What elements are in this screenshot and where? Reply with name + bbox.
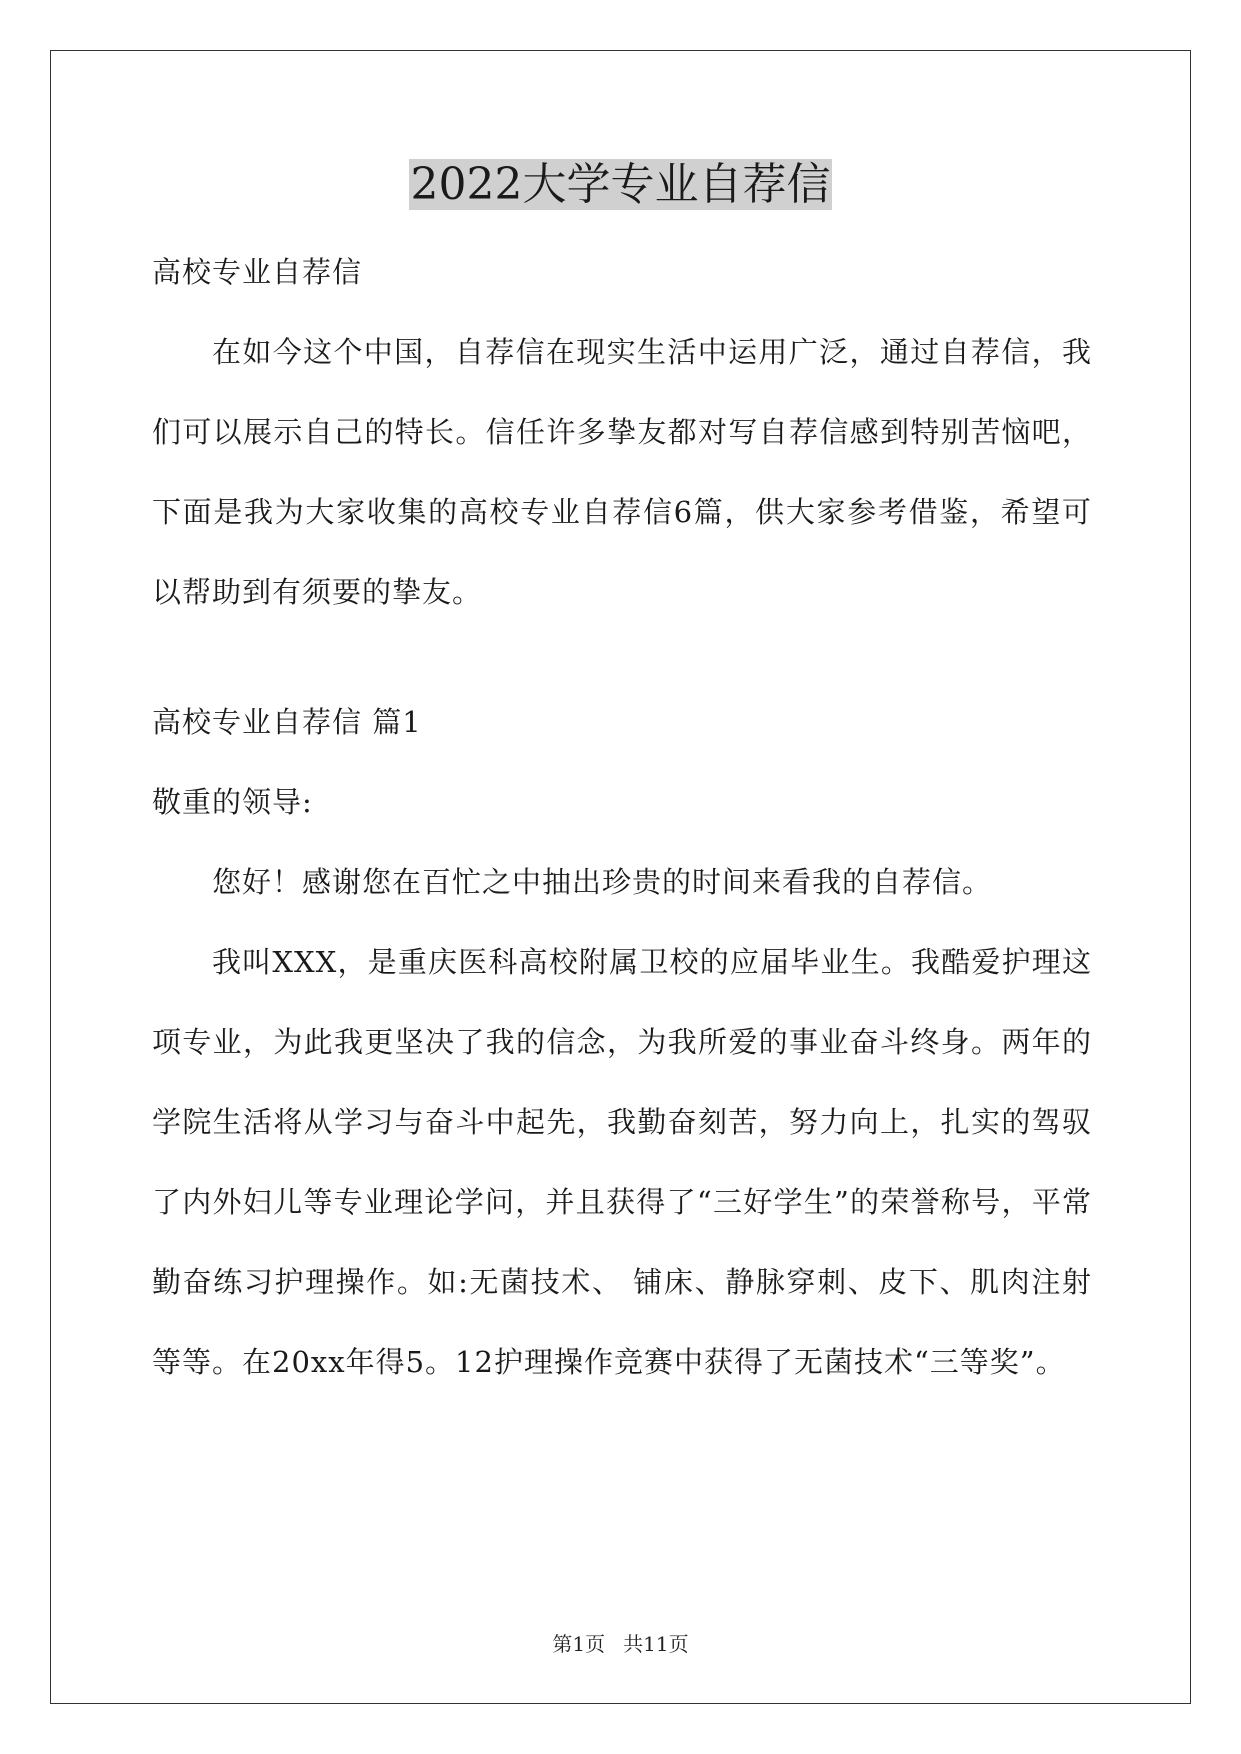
- document-title: [0, 155, 1241, 215]
- heading: 高校专业自荐信: [152, 255, 363, 289]
- document-body: [152, 232, 1092, 1402]
- salutation: 敬重的领导:: [152, 785, 313, 819]
- page-total: 共11页: [623, 1632, 689, 1656]
- section-gap: [152, 632, 1092, 682]
- title-text: 2022大学专业自荐信: [410, 159, 831, 210]
- body-paragraph: 您好！感谢您在百忙之中抽出珍贵的时间来看我的自荐信。: [212, 865, 993, 899]
- intro-paragraph: 在如今这个中国，自荐信在现实生活中运用广泛，通过自荐信，我们可以展示自己的特长。信任许多挚友都对写自荐信感到特别苦恼吧，下面是我为大家收集的高校专业自荐信6篇，供大家参考借鉴，希望可以帮助到有须要的挚友。: [152, 335, 1092, 609]
- page-footer: [0, 1628, 1241, 1657]
- page-number: 第1页: [552, 1632, 606, 1656]
- section-title: 高校专业自荐信 篇1: [152, 705, 422, 739]
- body-paragraph: 我叫XXX，是重庆医科高校附属卫校的应届毕业生。我酷爱护理这项专业，为此我更坚决了我的信念，为我所爱的事业奋斗终身。两年的学院生活将从学习与奋斗中起先，我勤奋刻苦，努力向上，扎实的驾驭了内外妇儿等专业理论学问，并且获得了“三好学生”的荣誉称号，平常勤奋练习护理操作。如:无菌技术、 铺床、静脉穿刺、皮下、肌肉注射等等。在20xx年得5。12护理操作竞赛中获得了无菌技术“三等奖”。: [152, 945, 1092, 1379]
